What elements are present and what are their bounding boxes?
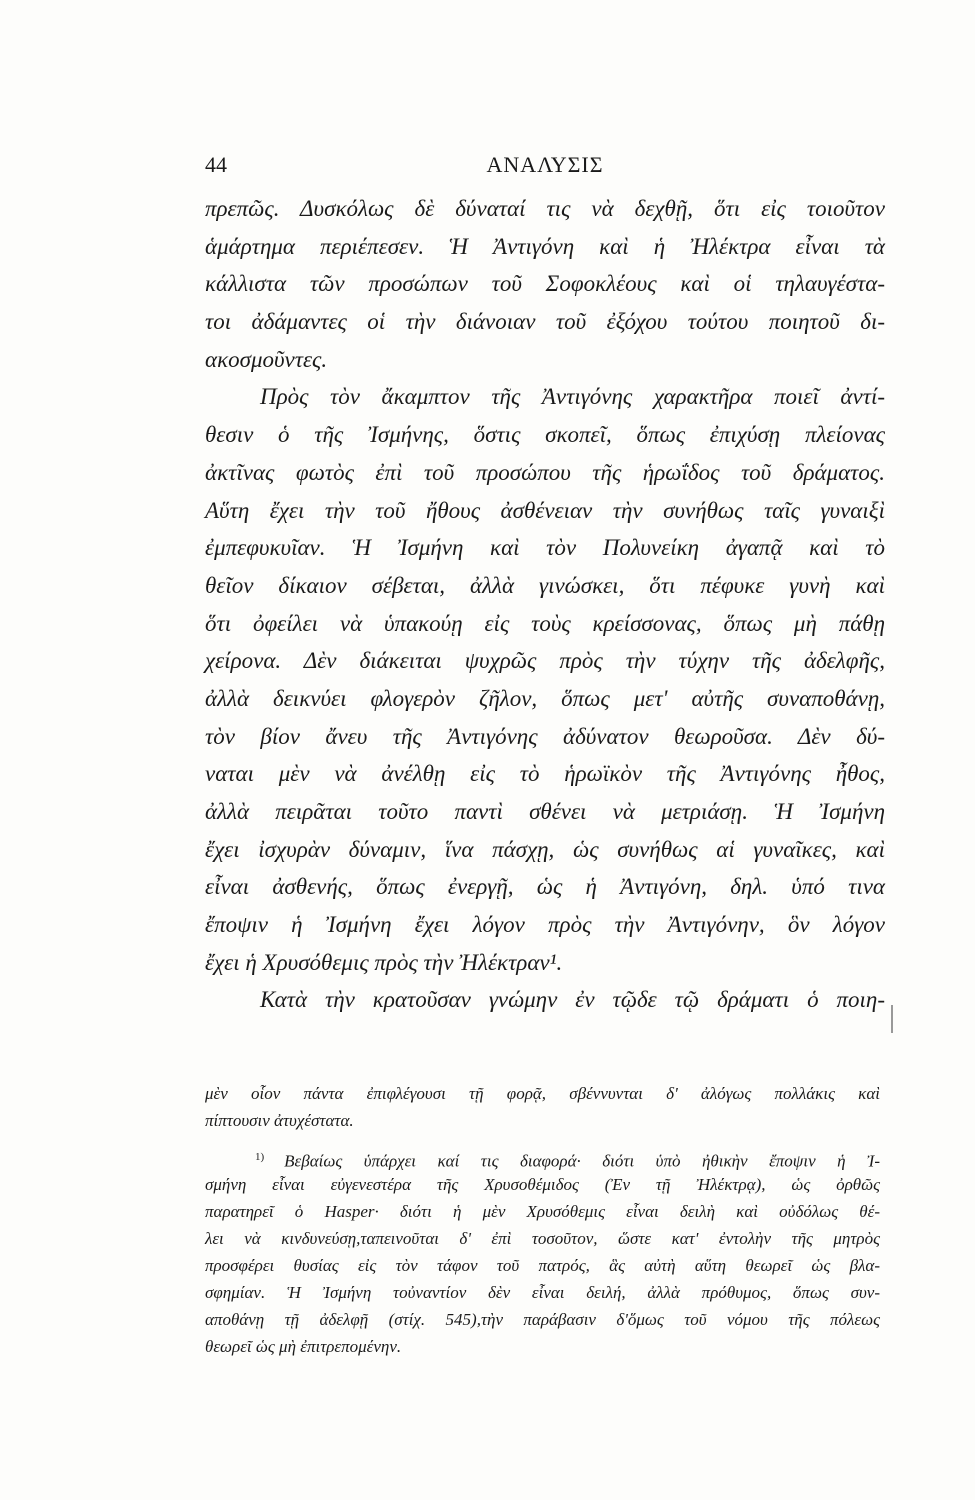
main-text: [205, 190, 885, 1019]
footnote-1: [205, 1144, 880, 1360]
text-line: ἔχει ἰσχυρὰν δύναμιν, ἵνα πάσχῃ, ὡς συνήθως αἱ γυναῖκες, καὶ: [205, 836, 885, 862]
footnote-line: σφημίαν. Ἡ Ἰσμήνη τοὐναντίον δὲν εἶναι δειλή, ἀλλὰ πρόθυμος, ὅπως συν-: [205, 1283, 880, 1302]
text-line: ἀλλὰ πειρᾶται τοῦτο παντὶ σθένει νὰ μετριάσῃ. Ἡ Ἰσμήνη: [205, 799, 885, 824]
footnote-line: προσφέρει θυσίας εἰς τὸν τάφον τοῦ πατρός, ἃς αὐτὴ αὕτη θεωρεῖ ὡς βλα-: [205, 1256, 880, 1275]
scan-margin-mark: [891, 1005, 893, 1033]
footnote-continuation: [205, 1080, 880, 1134]
footnote-line: πίπτουσιν ἀτυχέστατα.: [205, 1111, 354, 1130]
footnotes: [205, 1080, 880, 1360]
page-number: 44: [205, 152, 227, 177]
text-line: ἀκτῖνας φωτὸς ἐπὶ τοῦ προσώπου τῆς ἡρωΐδος τοῦ δράματος.: [205, 459, 885, 485]
footnote-line: παρατηρεῖ ὁ Hasper· διότι ἡ μὲν Χρυσόθεμις εἶναι δειλὴ καὶ οὐδόλως θέ-: [205, 1202, 880, 1221]
footnote-line: λει νὰ κινδυνεύσῃ,ταπεινοῦται δ' ἐπὶ τοσοῦτον, ὥστε κατ' ἐντολὴν τῆς μητρὸς: [205, 1229, 880, 1248]
footnote-line: μὲν οἷον πάντα ἐπιφλέγουσι τῇ φορᾷ, σβέννυνται δ' ἀλόγως πολλάκις καὶ: [205, 1084, 880, 1103]
text-line: Αὕτη ἔχει τὴν τοῦ ἤθους ἀσθένειαν τὴν συνήθως ταῖς γυναιξὶ: [205, 497, 885, 523]
text-line: εἶναι ἀσθενής, ὅπως ἐνεργῇ, ὡς ἡ Ἀντιγόνη, δηλ. ὑπό τινα: [205, 874, 885, 900]
text-line: ὅτι ὀφείλει νὰ ὑπακούῃ εἰς τοὺς κρείσσονας, ὅπως μὴ πάθῃ: [205, 610, 885, 636]
text-line: ακοσμοῦντες.: [205, 346, 328, 372]
footnote-text: Βεβαίως ὑπάρχει καί τις διαφορά· διότι ὑπὸ ἠθικὴν ἔποψιν ἡ Ἰ-: [284, 1151, 880, 1171]
footnote-marker: 1): [255, 1151, 285, 1163]
footnote-line: [205, 1144, 880, 1171]
text-line: πρεπῶς. Δυσκόλως δὲ δύναταί τις νὰ δεχθῇ, ὅτι εἰς τοιοῦτον: [205, 196, 885, 221]
page-header: [205, 152, 885, 184]
text-line: ἔχει ἡ Χρυσόθεμις πρὸς τὴν Ἠλέκτραν¹.: [205, 949, 563, 975]
text-line: ἀλλὰ δεικνύει φλογερὸν ζῆλον, ὅπως μετ' αὐτῆς συναποθάνῃ,: [205, 685, 885, 711]
text-line: ἔποψιν ἡ Ἰσμήνη ἔχει λόγον πρὸς τὴν Ἀντιγόνην, ὃν λόγον: [205, 912, 885, 938]
footnote-line: σμήνη εἶναι εὐγενεστέρα τῆς Χρυσοθέμιδος (Ἐν τῇ Ἠλέκτρᾳ), ὡς ὀρθῶς: [205, 1175, 880, 1194]
text-line: θεῖον δίκαιον σέβεται, ἀλλὰ γινώσκει, ὅτι πέφυκε γυνὴ καὶ: [205, 572, 885, 598]
text-line: τὸν βίον ἄνευ τῆς Ἀντιγόνης ἀδύνατον θεωροῦσα. Δὲν δύ-: [205, 723, 885, 749]
text-line: Κατὰ τὴν κρατοῦσαν γνώμην ἐν τῷδε τῷ δράματι ὁ ποιη-: [260, 987, 885, 1013]
text-line: θεσιν ὁ τῆς Ἰσμήνης, ὅστις σκοπεῖ, ὅπως ἐπιχύσῃ πλείονας: [205, 422, 885, 448]
running-title: ΑΝΑΛΥΣΙΣ: [486, 152, 604, 177]
footnote-line: αποθάνῃ τῇ ἀδελφῇ (στίχ. 545),τὴν παράβασιν δ'ὅμως τοῦ νόμου τῆς πόλεως: [205, 1310, 880, 1329]
text-line: ἁμάρτημα περιέπεσεν. Ἡ Ἀντιγόνη καὶ ἡ Ἠλέκτρα εἶναι τὰ: [205, 233, 885, 259]
text-line: κάλλιστα τῶν προσώπων τοῦ Σοφοκλέους καὶ οἱ τηλαυγέστα-: [205, 271, 885, 297]
footnote-line: θεωρεῖ ὡς μὴ ἐπιτρεπομένην.: [205, 1337, 402, 1356]
text-line: τοι ἀδάμαντες οἱ τὴν διάνοιαν τοῦ ἐξόχου τούτου ποιητοῦ δι-: [205, 309, 885, 335]
text-line: ναται μὲν νὰ ἀνέλθῃ εἰς τὸ ἡρωϊκὸν τῆς Ἀντιγόνης ἦθος,: [205, 761, 885, 787]
text-line: Πρὸς τὸν ἄκαμπτον τῆς Ἀντιγόνης χαρακτῆρα ποιεῖ ἀντί-: [260, 384, 885, 410]
text-line: χείρονα. Δὲν διάκειται ψυχρῶς πρὸς τὴν τύχην τῆς ἀδελφῆς,: [205, 648, 885, 674]
text-line: ἐμπεφυκυῖαν. Ἡ Ἰσμήνη καὶ τὸν Πολυνείκη ἀγαπᾷ καὶ τὸ: [205, 535, 885, 561]
